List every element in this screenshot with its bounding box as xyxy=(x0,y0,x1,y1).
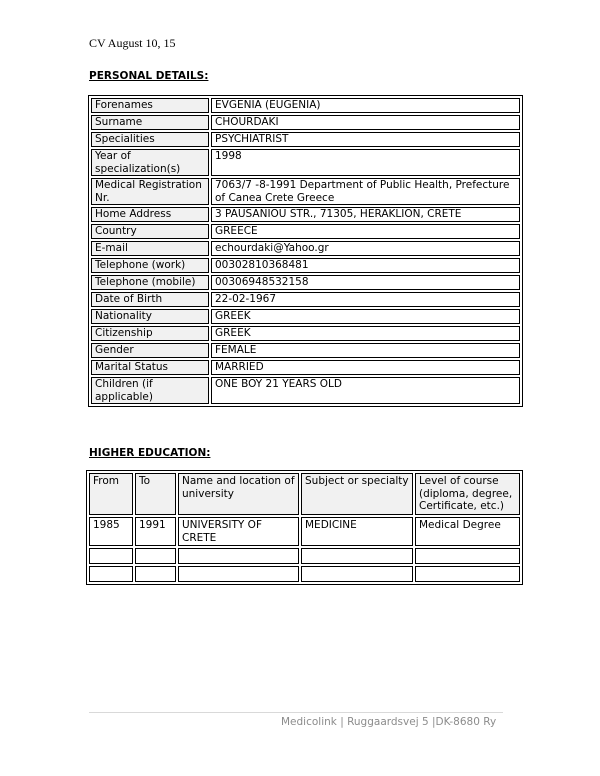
table-row xyxy=(91,178,520,205)
table-cell xyxy=(415,548,520,564)
table-cell xyxy=(415,566,520,582)
field-label: Citizenship xyxy=(91,326,209,341)
table-cell: UNIVERSITY OF CRETE xyxy=(178,517,299,546)
field-label: Gender xyxy=(91,343,209,358)
column-header: Name and location of university xyxy=(178,473,299,515)
table-cell: 1991 xyxy=(135,517,176,546)
personal-details-table xyxy=(88,95,523,407)
table-row xyxy=(91,115,520,130)
field-label: Children (if applicable) xyxy=(91,377,209,404)
table-cell: MEDICINE xyxy=(301,517,413,546)
field-value: CHOURDAKI xyxy=(211,115,520,130)
table-cell xyxy=(178,566,299,582)
table-cell xyxy=(178,548,299,564)
field-value: ONE BOY 21 YEARS OLD xyxy=(211,377,520,404)
table-row xyxy=(91,224,520,239)
table-row xyxy=(91,275,520,290)
table-cell xyxy=(135,566,176,582)
table-row xyxy=(91,360,520,375)
table-row xyxy=(91,309,520,324)
table-cell xyxy=(89,566,133,582)
email-value: echourdaki@Yahoo.gr xyxy=(211,241,520,256)
field-label: Year of specialization(s) xyxy=(91,149,209,176)
footer-divider xyxy=(89,712,503,713)
field-label: Forenames xyxy=(91,98,209,113)
field-label: Specialities xyxy=(91,132,209,147)
field-value: 22-02-1967 xyxy=(211,292,520,307)
column-header: To xyxy=(135,473,176,515)
field-value: PSYCHIATRIST xyxy=(211,132,520,147)
cv-date-header: CV August 10, 15 xyxy=(89,36,176,50)
field-value: GREECE xyxy=(211,224,520,239)
table-row xyxy=(91,132,520,147)
table-row xyxy=(89,566,520,582)
field-value: 1998 xyxy=(211,149,520,176)
column-header: From xyxy=(89,473,133,515)
field-value: 00302810368481 xyxy=(211,258,520,273)
table-row xyxy=(91,326,520,341)
table-row xyxy=(91,258,520,273)
table-row xyxy=(91,98,520,113)
table-cell: 1985 xyxy=(89,517,133,546)
field-value: GREEK xyxy=(211,309,520,324)
higher-education-title: HIGHER EDUCATION: xyxy=(89,447,211,459)
field-value: 3 PAUSANIOU STR., 71305, HERAKLION, CRETE xyxy=(211,207,520,222)
field-label: E-mail xyxy=(91,241,209,256)
table-row xyxy=(91,241,520,256)
table-cell xyxy=(301,566,413,582)
table-row xyxy=(91,292,520,307)
personal-details-title: PERSONAL DETAILS: xyxy=(89,70,209,82)
field-label: Marital Status xyxy=(91,360,209,375)
field-label: Telephone (work) xyxy=(91,258,209,273)
field-label: Home Address xyxy=(91,207,209,222)
field-value: EVGENIA (EUGENIA) xyxy=(211,98,520,113)
higher-education-table xyxy=(86,470,523,585)
footer-text: Medicolink | Ruggaardsvej 5 |DK-8680 Ry xyxy=(281,716,497,728)
field-value: FEMALE xyxy=(211,343,520,358)
table-cell xyxy=(135,548,176,564)
table-row xyxy=(91,207,520,222)
field-value: MARRIED xyxy=(211,360,520,375)
table-cell: Medical Degree xyxy=(415,517,520,546)
column-header: Level of course (diploma, degree, Certificate, etc.) xyxy=(415,473,520,515)
field-value: 00306948532158 xyxy=(211,275,520,290)
field-value: GREEK xyxy=(211,326,520,341)
field-label: Telephone (mobile) xyxy=(91,275,209,290)
table-cell xyxy=(301,548,413,564)
table-row xyxy=(89,517,520,546)
field-label: Country xyxy=(91,224,209,239)
table-row xyxy=(91,343,520,358)
table-row xyxy=(91,149,520,176)
field-label: Nationality xyxy=(91,309,209,324)
table-header-row xyxy=(89,473,520,515)
field-label: Surname xyxy=(91,115,209,130)
field-label: Medical Registration Nr. xyxy=(91,178,209,205)
table-cell xyxy=(89,548,133,564)
table-row xyxy=(89,548,520,564)
table-row xyxy=(91,377,520,404)
field-value: 7063/7 -8-1991 Department of Public Health, Prefecture of Canea Crete Greece xyxy=(211,178,520,205)
column-header: Subject or specialty xyxy=(301,473,413,515)
field-label: Date of Birth xyxy=(91,292,209,307)
